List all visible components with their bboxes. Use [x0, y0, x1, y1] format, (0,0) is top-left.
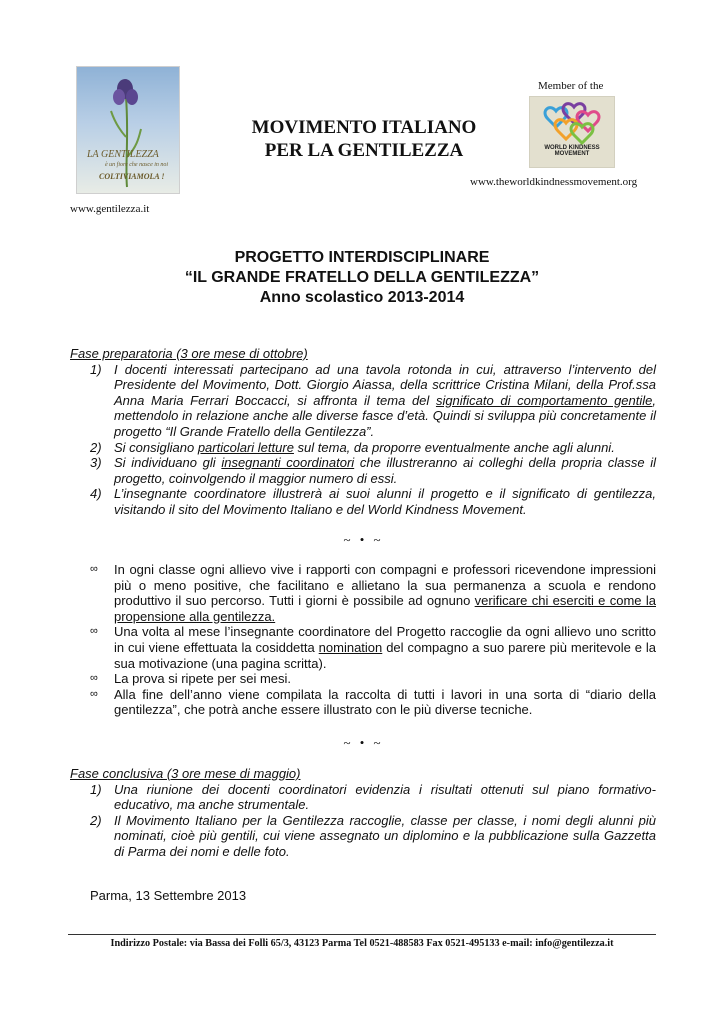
organization-name-line-2: PER LA GENTILEZZA [264, 140, 464, 161]
logo-line-2: è un fiore che nasce in noi [105, 162, 169, 168]
infinity-bullet-icon: ∞ [90, 687, 98, 700]
logo-line-1: LA GENTILEZZA [87, 149, 159, 160]
footer-contact: Indirizzo Postale: via Bassa dei Folli 65/3, 43123 Parma Tel 0521-488583 Fax 0521-495133 e-mail: info@gentilezza.it [110, 938, 614, 949]
list-item: 1) Una riunione dei docenti coordinatori evidenzia i risultati ottenuti sul piano formativo-educativo, ma anche strumentale. [90, 781, 656, 813]
list-item: ∞ Una volta al mese l’insegnante coordinatore del Progetto raccoglie da ogni allievo uno scritto in cui viene effettuata la cosiddetta nomination del compagno a suo parere più meritevole e la sua motivazione (una pagina scritta). [90, 624, 657, 671]
list-item: 1) I docenti interessati partecipano ad una tavola rotonda in cui, attraverso l’intervento del Presidente del Movimento, Dott. Giorgio Aiassa, della scrittrice Cristina Milani, della Prof.ssa Anna Maria Ferrari Boccacci, si affronta il tema del significato di comportamento gentile, mettendolo in relazione anche alle diverse fasce d’età. Quindi si sviluppa più concretamente il progetto “Il Grande Fratello della Gentilezza”. [90, 361, 657, 439]
document-title [0, 248, 724, 308]
left-website-link[interactable]: www.gentilezza.it [70, 203, 150, 215]
section-separator: ~ • ~ [343, 532, 381, 547]
date-line: Parma, 13 Settembre 2013 [90, 888, 247, 903]
list-item: ∞ In ogni classe ogni allievo vive i rapporti con compagni e professori ricevendone impressioni più o meno positive, che facilitano e allietano la sua permanenza a scuola e rendono produttivo il suo percorso. Tutti i giorni è possibile ad ognuno verificare chi eserciti e come la propensione alla gentilezza. [90, 562, 656, 624]
hearts-icon [530, 97, 614, 145]
title-line-1: PROGETTO INTERDISCIPLINARE [234, 249, 490, 266]
section-separator: ~ • ~ [343, 735, 381, 750]
list-item: ∞ Alla fine dell’anno viene compilata la raccolta di tutti i lavori in una sorta di “diario della gentilezza”, che potrà anche essere illustrato con le più diverse tecniche. [90, 686, 656, 718]
world-kindness-movement-logo [529, 96, 615, 168]
logo-line-3: COLTIVIAMOLA ! [99, 172, 165, 181]
phase-final-section [70, 766, 656, 860]
organization-name [228, 116, 500, 162]
phase-main-section [70, 562, 656, 718]
list-item: 2) Si consigliano particolari letture sul tema, da proporre eventualmente anche agli alunni. [90, 439, 615, 455]
infinity-bullet-icon: ∞ [90, 625, 98, 638]
title-line-3: Anno scolastico 2013-2014 [259, 289, 465, 306]
right-website-link[interactable]: www.theworldkindnessmovement.org [470, 176, 638, 188]
phase-preparatory-section [70, 346, 656, 518]
wkm-logo-text: WORLD KINDNESS MOVEMENT [544, 145, 600, 157]
list-item: 2) Il Movimento Italiano per la Gentilezza raccoglie, classe per classe, i nomi degli alunni più nominati, cioè più gentili, cui viene assegnato un diplomino e la pubblicazione sulla Gazzetta di Parma dei nomi e delle foto. [90, 812, 656, 859]
title-line-2: “IL GRANDE FRATELLO DELLA GENTILEZZA” [184, 269, 540, 286]
list-item: 4) L’insegnante coordinatore illustrerà ai suoi alunni il progetto e il significato di gentilezza, visitando il sito del Movimento Italiano e del World Kindness Movement. [90, 486, 656, 517]
footer-divider [68, 934, 656, 935]
member-of-label: Member of the [538, 80, 604, 92]
organization-name-line-1: MOVIMENTO ITALIANO [251, 117, 477, 138]
phase-preparatory-heading: Fase preparatoria (3 ore mese di ottobre) [70, 346, 308, 361]
gentilezza-logo [76, 66, 180, 194]
infinity-bullet-icon: ∞ [90, 563, 98, 575]
phase-final-heading: Fase conclusiva (3 ore mese di maggio) [70, 766, 301, 781]
list-item: 3) Si individuano gli insegnanti coordinatori che illustreranno ai colleghi della propria classe il progetto, coinvolgendo il maggior numero di essi. [90, 455, 656, 486]
list-item: ∞ La prova si ripete per sei mesi. [90, 671, 292, 687]
infinity-bullet-icon: ∞ [90, 672, 98, 685]
